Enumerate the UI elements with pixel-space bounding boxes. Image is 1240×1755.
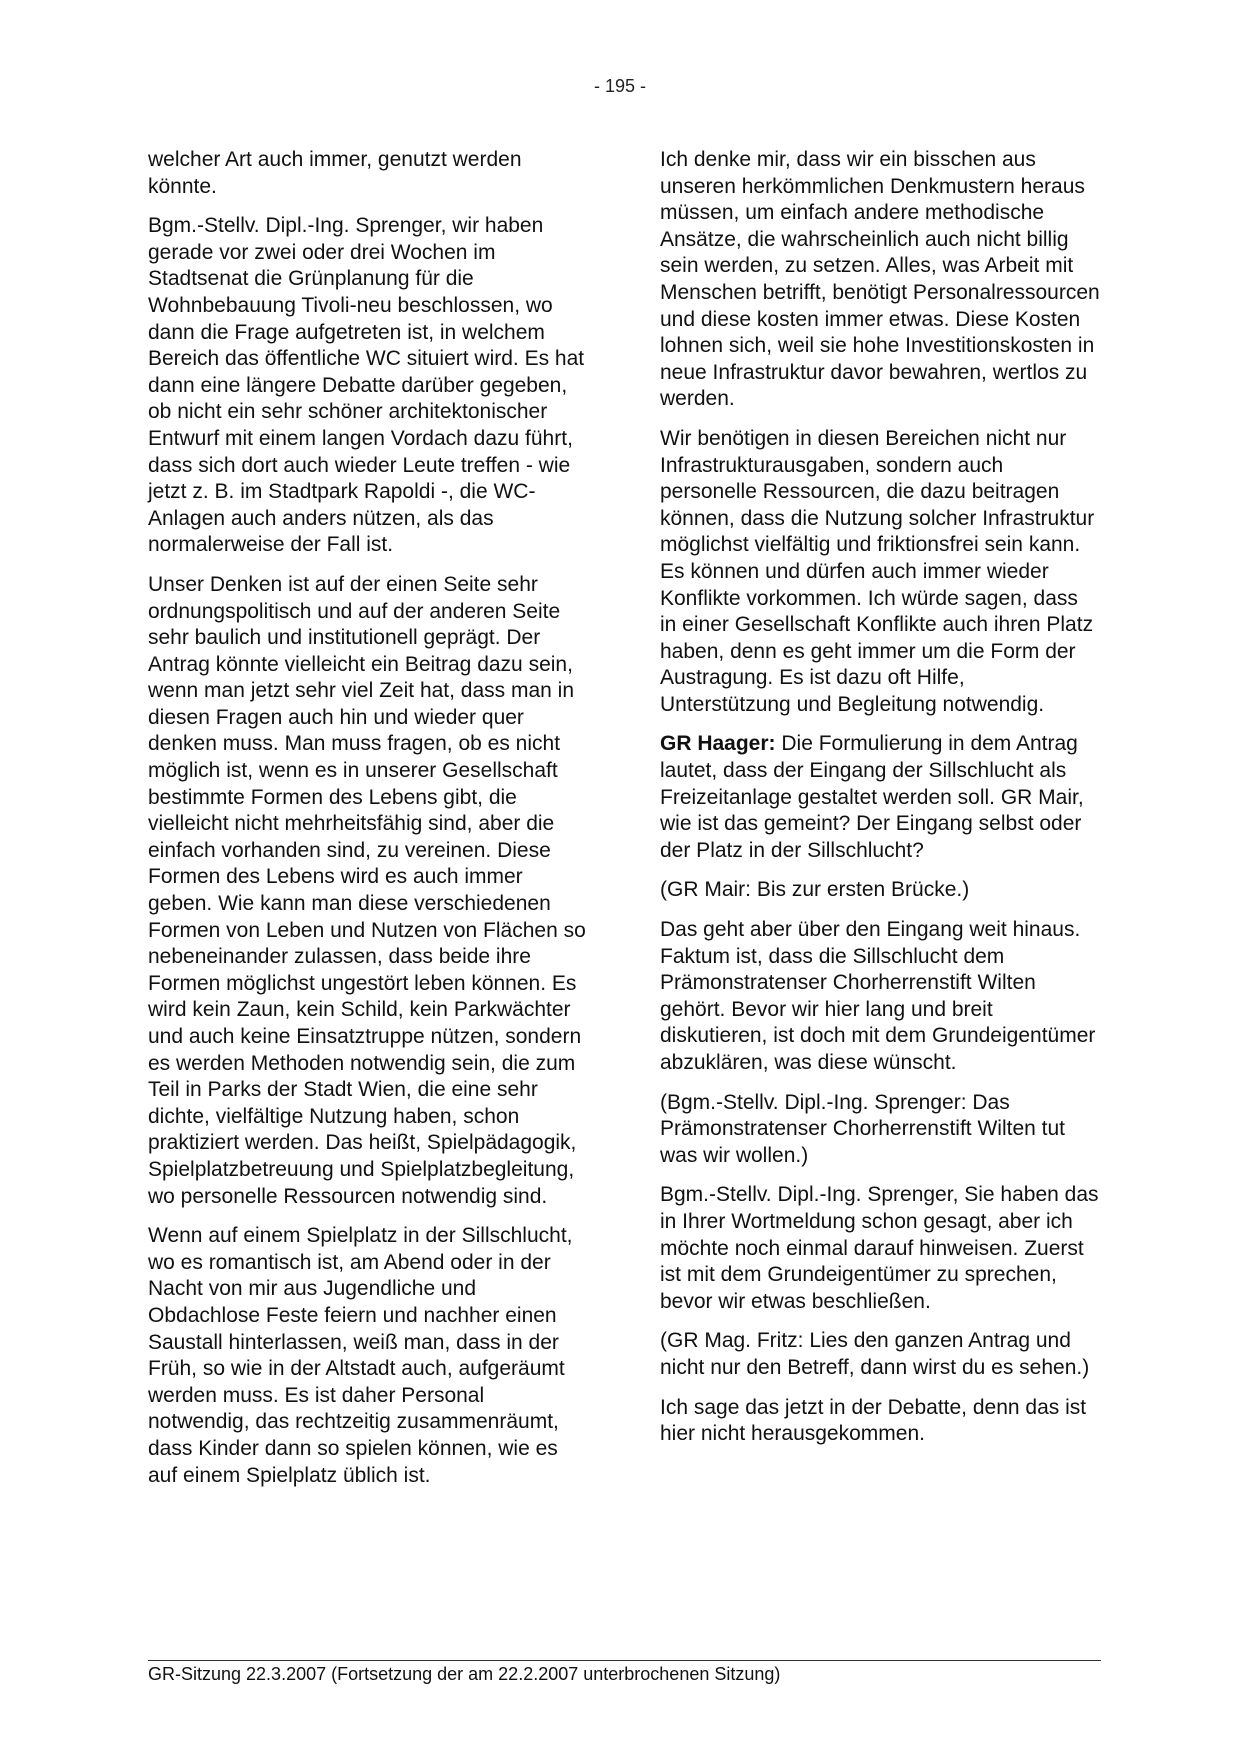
paragraph: Wir benötigen in diesen Bereichen nicht nur Infrastrukturausgaben, sondern auch personelle Ressourcen, die dazu beitragen können, dass die Nutzung solcher Infrastruktur möglichst vielfältig und friktionsfrei sein kann. Es können und dürfen auch immer wieder Konflikte vorkommen. Ich würde sagen, dass in einer Gesellschaft Konflikte auch ihren Platz haben, denn es geht immer um die Form der Austragung. Es ist dazu oft Hilfe, Unterstützung und Begleitung notwendig. [660,426,1095,716]
speaker-name: GR Haager: [660,732,776,756]
paragraph: welcher Art auch immer, genutzt werden könnte. [148,148,522,198]
page-number: - 195 - [593,76,647,96]
paragraph: Ich sage das jetzt in der Debatte, denn das ist hier nicht herausgekommen. [660,1395,1087,1446]
paragraph: Ich denke mir, dass wir ein bisschen aus unseren herkömmlichen Denkmustern heraus müssen, um einfach andere methodische Ansätze, die wahrscheinlich auch nicht billig sein werden, zu setzen. Alles, was Arbeit mit Menschen betrifft, benötigt Personalressourcen und diese kosten immer etwas. Diese Kosten lohnen sich, weil sie hohe Investitionskosten in neue Infrastruktur davor bewahren, wertlos zu werden. [660,148,1100,411]
interjection: (GR Mag. Fritz: Lies den ganzen Antrag und nicht nur den Betreff, dann wirst du es sehen.) [660,1329,1090,1379]
footer-divider [148,1660,1101,1661]
paragraph: Bgm.-Stellv. Dipl.-Ing. Sprenger, Sie haben das in Ihrer Wortmeldung schon gesagt, aber ich möchte noch einmal darauf hinweisen. Zuerst ist mit dem Grundeigentümer zu sprechen, bevor wir etwas beschließen. [660,1183,1099,1313]
speaker-paragraph [660,731,1100,864]
right-column [660,147,1100,1461]
interjection: (GR Mair: Bis zur ersten Brücke.) [660,878,970,902]
paragraph: Bgm.-Stellv. Dipl.-Ing. Sprenger, wir haben gerade vor zwei oder drei Wochen im Stadtsenat die Grünplanung für die Wohnbebauung Tivoli-neu beschlossen, wo dann die Frage aufgetreten ist, in welchem Bereich das öffentliche WC situiert wird. Es hat dann eine längere Debatte darüber gegeben, ob nicht ein sehr schöner architektonischer Entwurf mit einem langen Vordach dazu führt, dass sich dort auch wieder Leute treffen - wie jetzt z. B. im Stadtpark Rapoldi -, die WC-Anlagen auch anders nützen, als das normalerweise der Fall ist. [148,214,585,557]
left-column [148,147,588,1502]
footer-text: GR-Sitzung 22.3.2007 (Fortsetzung der am 22.2.2007 unterbrochenen Sitzung) [148,1664,781,1684]
interjection: (Bgm.-Stellv. Dipl.-Ing. Sprenger: Das Prämonstratenser Chorherrenstift Wilten tut was wir wollen.) [660,1090,1065,1167]
paragraph: Unser Denken ist auf der einen Seite sehr ordnungspolitisch und auf der anderen Seite sehr baulich und institutionell geprägt. Der Antrag könnte vielleicht ein Beitrag dazu sein, wenn man jetzt sehr viel Zeit hat, dass man in diesen Fragen auch hin und wieder quer denken muss. Man muss fragen, ob es nicht möglich ist, wenn es in unserer Gesellschaft bestimmte Formen des Lebens gibt, die vielleicht nicht mehrheitsfähig sind, aber die einfach vorhanden sind, zu vereinen. Diese Formen des Lebens wird es auch immer geben. Wie kann man diese verschiedenen Formen von Leben und Nutzen von Flächen so nebeneinander zulassen, dass beide ihre Formen möglichst ungestört leben können. Es wird kein Zaun, kein Schild, kein Parkwächter und auch keine Einsatztruppe nützen, sondern es werden Methoden notwendig sein, die zum Teil in Parks der Stadt Wien, die eine sehr dichte, vielfältige Nutzung haben, schon praktiziert werden. Das heißt, Spielpädagogik, Spielplatzbetreuung und Spielplatzbegleitung, wo personelle Ressourcen notwendig sind. [148,572,586,1208]
paragraph: Das geht aber über den Eingang weit hinaus. Faktum ist, dass die Sillschlucht dem Prämonstratenser Chorherrenstift Wilten gehört. Bevor wir hier lang und breit diskutieren, ist doch mit dem Grundeigentümer abzuklären, was diese wünscht. [660,918,1096,1074]
paragraph: Wenn auf einem Spielplatz in der Sillschlucht, wo es romantisch ist, am Abend oder in der Nacht von mir aus Jugendliche und Obdachlose Feste feiern und nachher einen Saustall hinterlassen, weiß man, dass in der Früh, so wie in der Altstadt auch, aufgeräumt werden muss. Es ist daher Personal notwendig, das rechtzeitig zusammenräumt, dass Kinder dann so spielen können, wie es auf einem Spielplatz üblich ist. [148,1224,573,1487]
speaker-text: Die Formulierung in dem Antrag lautet, dass der Eingang der Sillschlucht als Freizeitanlage gestaltet werden soll. GR Mair, wie ist das gemeint? Der Eingang selbst oder der Platz in der Sillschlucht? [660,732,1084,862]
